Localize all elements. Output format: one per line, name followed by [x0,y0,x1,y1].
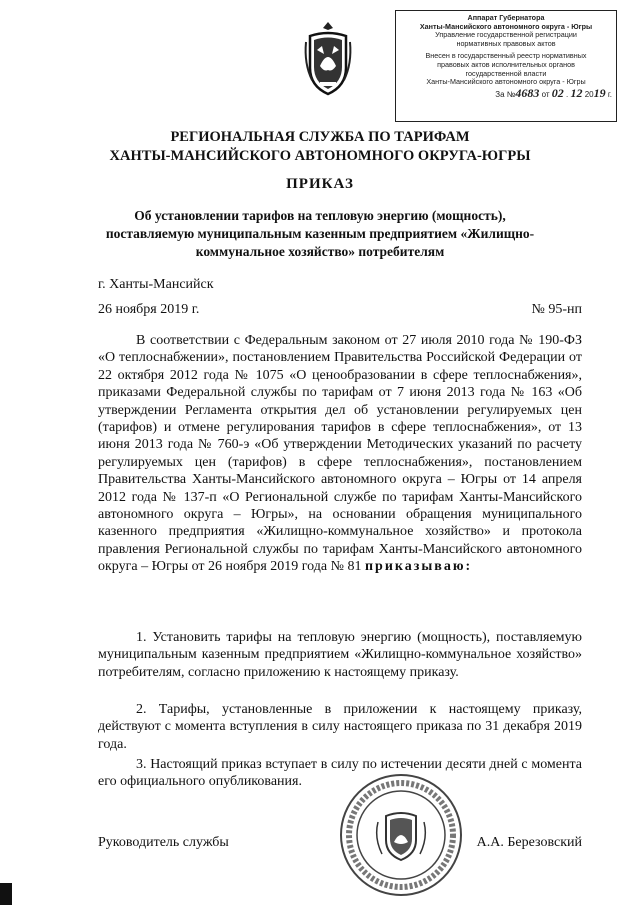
document-number: № 95-нп [531,302,582,317]
preamble-paragraph [98,332,582,576]
stamp-line: нормативных правовых актов [456,38,556,48]
stamp-line: Управление государственной регистрации [435,30,577,40]
stamp-reg-year: 19 [593,85,606,100]
stamp-line: Ханты-Мансийского автономного округа - Югры [419,21,593,31]
document-city: г. Ханты-Мансийск [98,277,214,292]
stamp-reg-year-prefix: 20 [584,89,594,99]
order-item-3: 3. Настоящий приказ вступает в силу по истечении десяти дней с момента его официального опубликования. [98,757,582,790]
organization-header [60,128,580,166]
registration-stamp [395,10,617,122]
stamp-reg-prefix: За № [495,89,516,99]
stamp-line: государственной власти [465,68,547,78]
stamp-line: Внесен в государственный реестр нормативных [425,51,587,61]
coat-of-arms-emblem [302,20,354,98]
signature-name: А.А. Березовский [476,835,582,850]
stamp-registration-line: За №4683 от 02 . 12 2019 г. [495,85,612,100]
stamp-line: Аппарат Губернатора [467,13,545,22]
document-type-title: ПРИКАЗ [286,176,354,192]
stamp-reg-from: от [541,89,550,99]
order-word: приказываю: [364,559,473,575]
scan-edge-mark [0,883,12,905]
stamp-reg-suffix: г. [607,89,612,99]
stamp-line: Ханты-Мансийского автономного округа - Югры [426,77,586,87]
document-date: 26 ноября 2019 г. [98,302,200,317]
stamp-line: правовых актов исполнительных органов [437,59,575,69]
organization-name-line2: ХАНТЫ-МАНСИЙСКОГО АВТОНОМНОГО ОКРУГА-ЮГРЫ [109,148,531,164]
signature-position: Руководитель службы [98,835,229,850]
stamp-reg-day: 02 [551,85,564,100]
preamble-text: В соответствии с Федеральным законом от 27 июля 2010 года № 190-ФЗ «О теплоснабжении», постановлением Правительства Российской Федерации от 22 октября 2012 года № 1075 «О ценообразовании в сфере теплоснабжения», приказами Федеральной службы по тарифам от 7 июня 2013 года № 163 «Об утверждении Регламента открытия дел об установлении регулируемых цен (тарифов) и отмене регулирования тарифов в сфере теплоснабжения», от 13 июня 2013 года № 760-э «Об утверждении Методических указаний по расчету регулируемых цен (тарифов) в сфере теплоснабжения», постановлением Правительства Ханты-Мансийского автономного округа – Югры от 14 апреля 2012 года № 137-п «О Региональной службе по тарифам Ханты-Мансийского автономного округа – Югры», на основании обращения муниципального казенного предприятия «Жилищно-коммунальное хозяйство» и протокола правления Региональной службы по тарифам Ханты-Мансийского автономного округа – Югры от 26 ноября 2019 года № 81 [98,333,582,575]
document-subject: Об установлении тарифов на тепловую энергию (мощность), поставляемую муниципальным казенным предприятием «Жилищно-коммунальное хозяйство» потребителям [105,208,535,259]
organization-name-line1: РЕГИОНАЛЬНАЯ СЛУЖБА ПО ТАРИФАМ [170,129,470,145]
stamp-reg-number: 4683 [515,85,540,100]
stamp-reg-month: 12 [570,85,583,100]
official-seal [338,772,464,898]
order-item-2: 2. Тарифы, установленные в приложении к настоящему приказу, действуют с момента вступления в силу настоящего приказа по 31 декабря 2019 года. [98,702,582,752]
order-item-1: 1. Установить тарифы на тепловую энергию (мощность), поставляемую муниципальным казенным предприятием «Жилищно-коммунальное хозяйство» потребителям, согласно приложению к настоящему приказу. [98,630,582,680]
